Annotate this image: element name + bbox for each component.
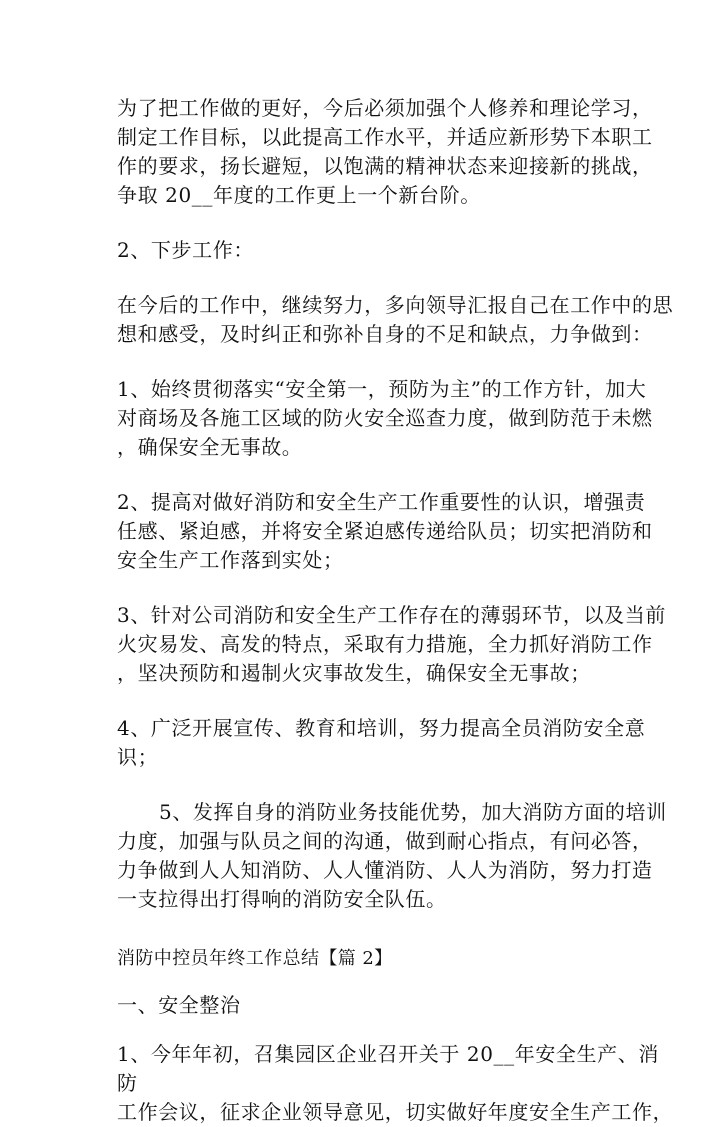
subheading-next-steps: 2、下步工作：: [117, 238, 254, 262]
list-item-1: 1、始终贯彻落实“安全第一，预防为主”的工作方针，加大 对商场及各施工区域的防火安全巡查力度，做到防范于未燃 ，确保安全无事故。: [117, 377, 653, 459]
list-item-4: 4、广泛开展宣传、教育和培训，努力提高全员消防安全意识；: [117, 716, 646, 769]
list-item-3: 3、针对公司消防和安全生产工作存在的薄弱环节，以及当前 火灾易发、高发的特点，采取有力措施，全力抓好消防工作 ，坚决预防和遏制火灾事故发生，确保安全无事故；: [117, 603, 666, 685]
paragraph-section-1: 1、今年年初，召集园区企业召开关于 20__年安全生产、消防 工作会议，征求企业领导意见，切实做好年度安全生产工作，: [117, 1042, 674, 1124]
article-heading: 消防中控员年终工作总结【篇 2】: [117, 948, 393, 969]
paragraph-intro: 为了把工作做的更好，今后必须加强个人修养和理论学习， 制定工作目标，以此提高工作水平，并适应新形势下本职工 作的要求，扬长避短，以饱满的精神状态来迎接新的挑战， 争取 20__年度的工作更上一个新台阶。: [117, 96, 653, 207]
list-item-2: 2、提高对做好消防和安全生产工作重要性的认识，增强责 任感、紧迫感，并将安全紧迫感传递给队员；切实把消防和 安全生产工作落到实处；: [117, 490, 653, 572]
section-heading: 一、安全整治: [117, 993, 241, 1017]
paragraph-future-work: 在今后的工作中，继续努力，多向领导汇报自己在工作中的思 想和感受，及时纠正和弥补自身的不足和缺点，力争做到：: [117, 293, 674, 346]
list-item-5: 5、发挥自身的消防业务技能优势，加大消防方面的培训 力度，加强与队员之间的沟通，做到耐心指点，有问必答， 力争做到人人知消防、人人懂消防、人人为消防，努力打造 一支拉得出打得响的消防安全队伍。: [117, 800, 667, 911]
document-page: [117, 94, 677, 1127]
